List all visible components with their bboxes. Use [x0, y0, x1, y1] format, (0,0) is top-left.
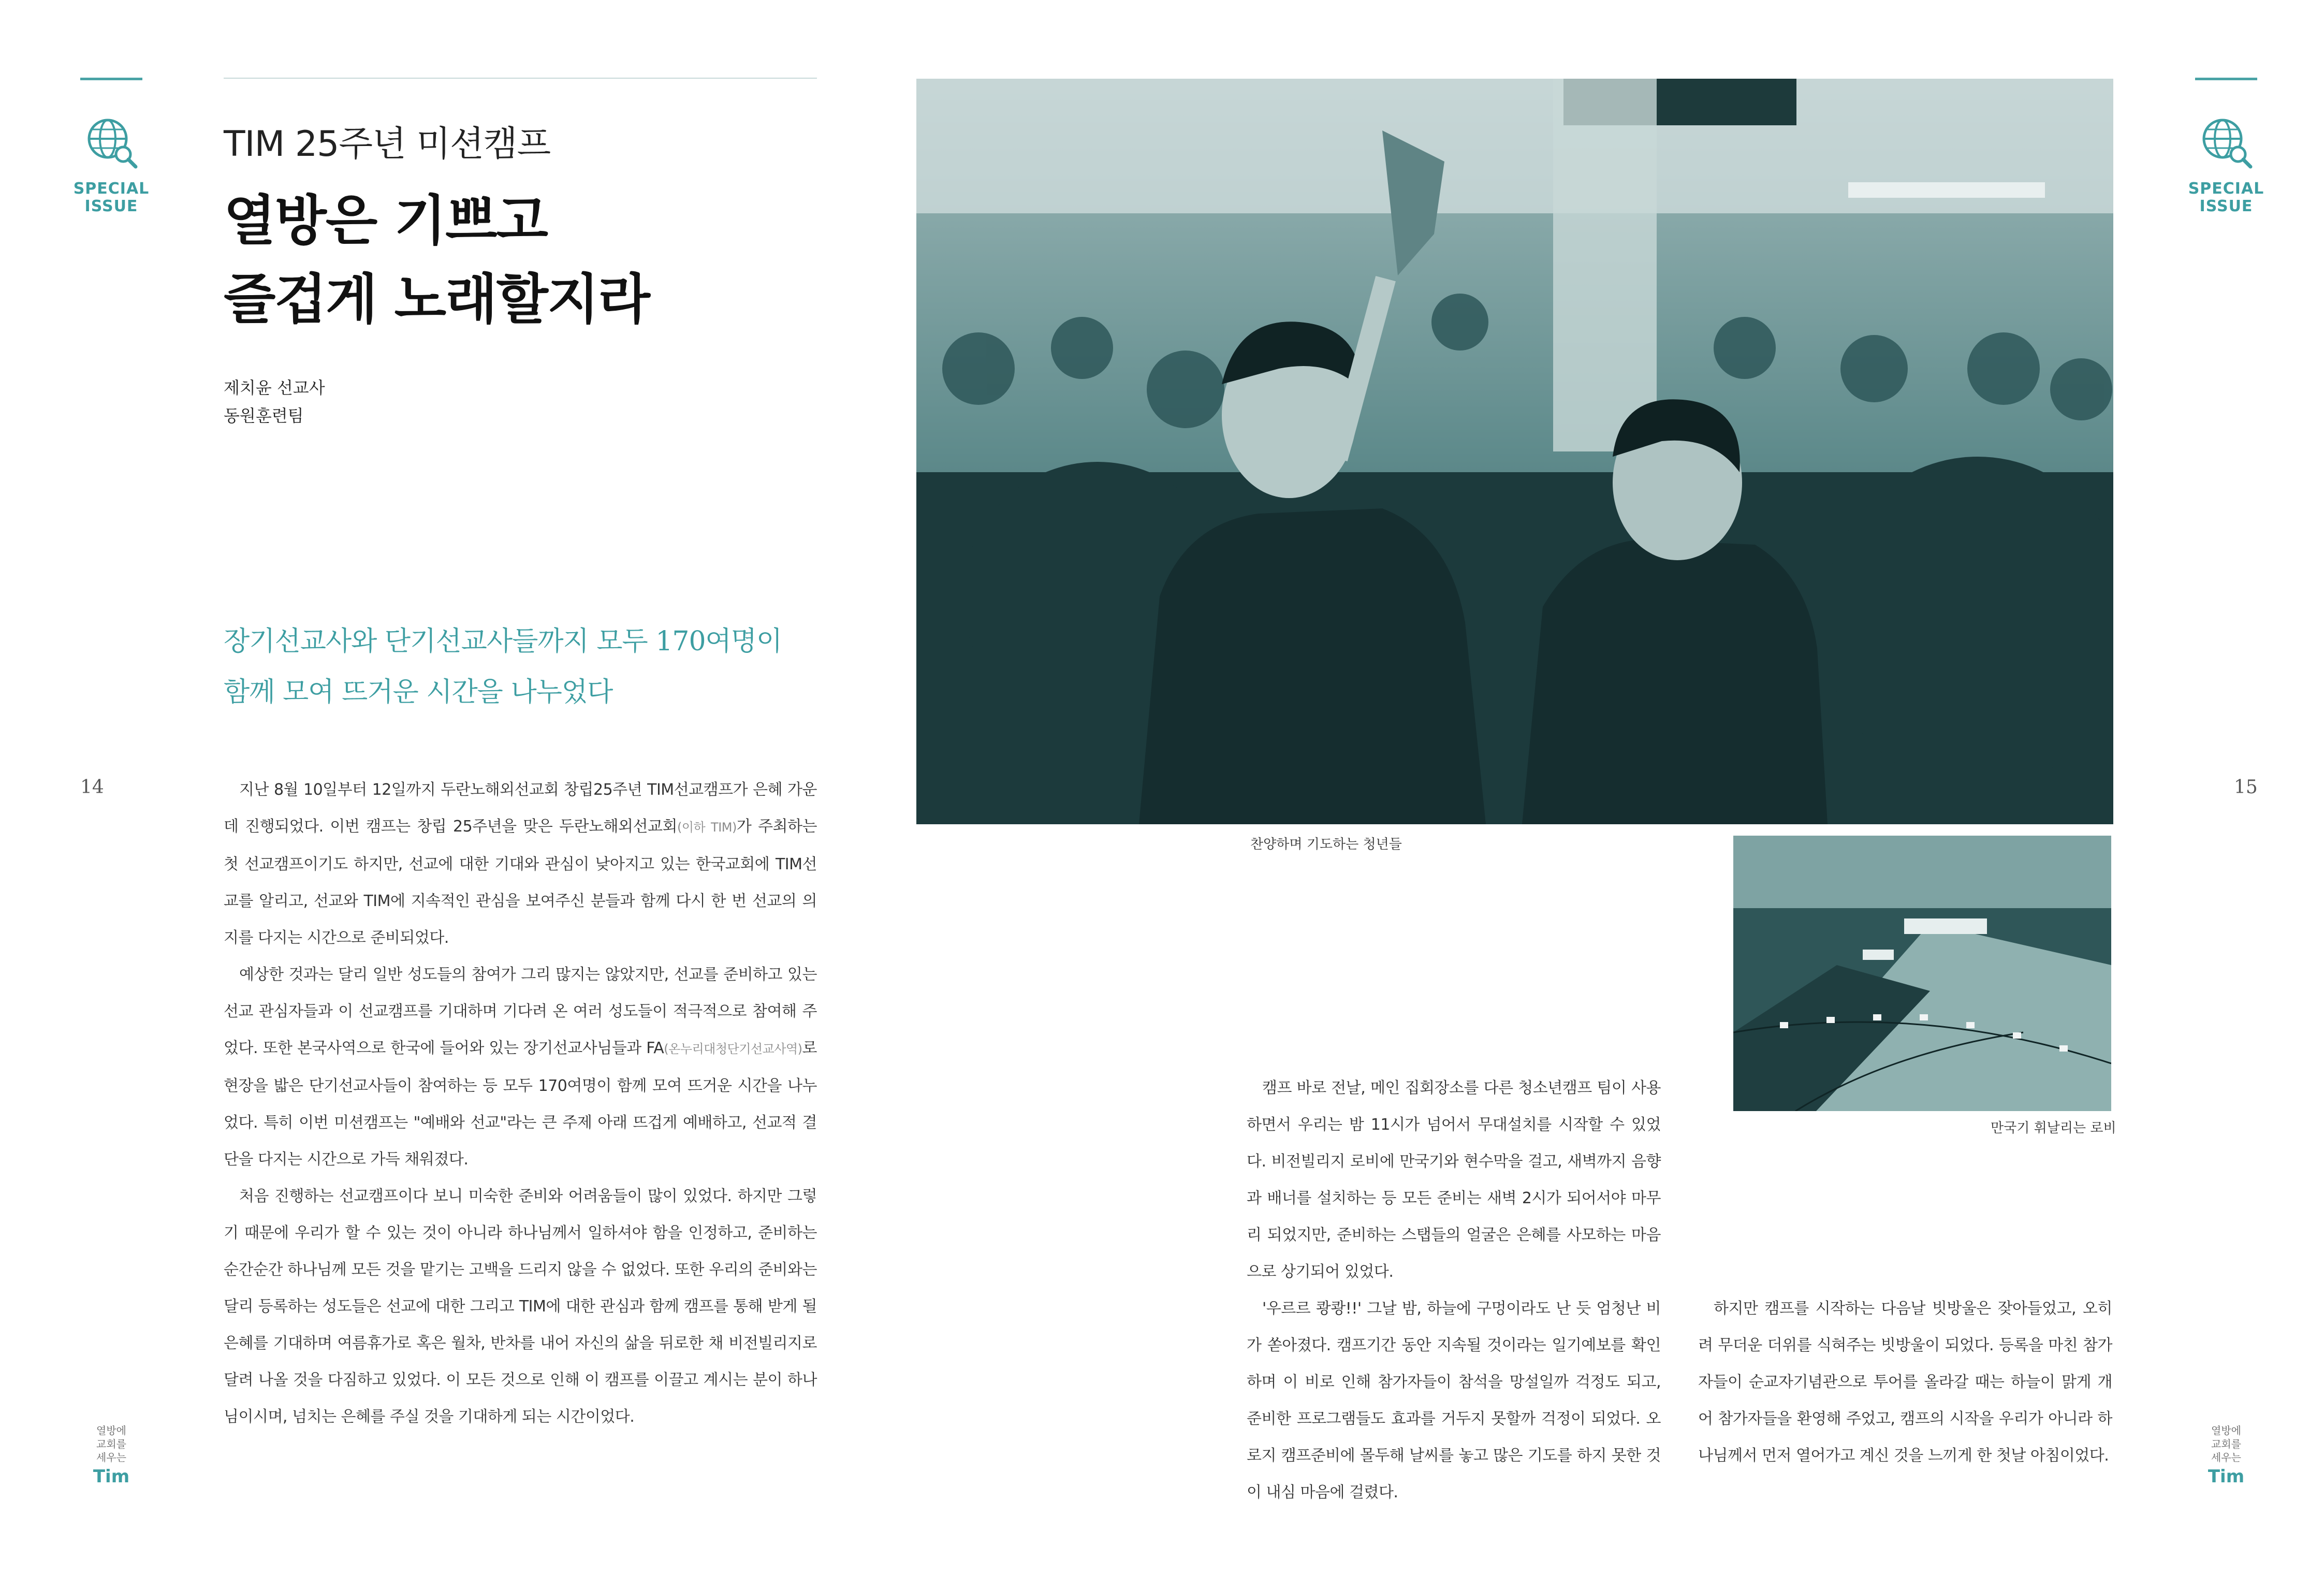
author-team: 동원훈련팀: [224, 406, 304, 426]
footer-logo-right: [2195, 1424, 2257, 1487]
left-top-accent-rule: [80, 78, 142, 80]
special-issue-badge-left: [65, 114, 158, 215]
photo-small-caption: 만국기 휘날리는 로비: [1991, 1120, 2116, 1136]
footer-tagline: 열방에 교회를 세우는: [2211, 1424, 2241, 1464]
photo-main-caption: 찬양하며 기도하는 청년들: [1250, 837, 1402, 852]
body-column-3: [1698, 1290, 2112, 1474]
special-issue-label: SPECIAL ISSUE: [2188, 180, 2264, 215]
author-byline: [224, 374, 325, 430]
headline-line-1: 열방은 기쁘고: [224, 189, 547, 252]
photo-lobby-flags: [1733, 836, 2111, 1111]
body-paragraph: 하지만 캠프를 시작하는 다음날 빗방울은 잦아들었고, 오히려 무더운 더위를 식혀주는 빗방울이 되었다. 등록을 마친 참가자들이 순교자기념관으로 투어를 올라갈 때는 하늘이 맑게 개어 참가자들을 환영해 주었고, 캠프의 시작을 우리가 아니라 하나님께서 먼저 열어가고 계신 것을 느끼게 한 첫날 아침이었다.: [1698, 1300, 2112, 1465]
body-paragraph: 캠프 바로 전날, 메인 집회장소를 다른 청소년캠프 팀이 사용하면서 우리는 밤 11시가 넘어서 무대설치를 시작할 수 있었다. 비전빌리지 로비에 만국기와 현수막을 걸고, 새벽까지 음향과 배너를 설치하는 등 모든 준비는 새벽 2시가 되어서야 마무리 되었지만, 준비하는 스탭들의 얼굴은 은혜를 사모하는 마음으로 상기되어 있었다.: [1247, 1079, 1661, 1281]
photo-lobby-illustration: [1733, 836, 2111, 1111]
right-top-accent-rule: [2195, 78, 2257, 80]
photo-worship-illustration: [916, 79, 2113, 824]
body-paragraph: [224, 771, 817, 956]
tim-logo: Tim: [93, 1466, 130, 1487]
text-note: (온누리대청단기선교사역): [664, 1042, 802, 1056]
lead-line-2: 함께 모여 뜨거운 시간을 나누었다: [224, 677, 613, 708]
page-number-right: 15: [2234, 777, 2258, 798]
author-name: 제치윤 선교사: [224, 378, 325, 398]
special-issue-badge-right: [2180, 114, 2273, 215]
globe-search-icon: [2198, 114, 2255, 171]
page-number-left: 14: [80, 777, 104, 798]
body-column-1: [224, 771, 817, 1435]
left-title-rule: [224, 78, 817, 79]
footer-logo-left: [80, 1424, 142, 1487]
globe-search-icon: [83, 114, 140, 171]
text-run: 로 현장을 밟은 단기선교사들이 참여하는 등 모두 170여명이 함께 모여 뜨거운 시간을 나누었다. 특히 이번 미션캠프는 "예배와 선교"라는 큰 주제 아래 뜨겁게 예배하고, 선교적 결단을 다지는 시간으로 가득 채워졌다.: [224, 1039, 817, 1169]
article-kicker: TIM 25주년 미션캠프: [224, 124, 551, 165]
headline-line-2: 즐겁게 노래할지라: [224, 268, 649, 331]
text-run: 지난 8월 10일부터 12일까지 두란노해외선교회 창립25주년 TIM선교캠프가 은혜 가운데 진행되었다. 이번 캠프는 창립 25주년을 맞은 두란노해외선교회: [224, 781, 817, 836]
text-note: (이하 TIM): [677, 820, 737, 835]
text-run: 예상한 것과는 달리 일반 성도들의 참여가 그리 많지는 않았지만, 선교를 준비하고 있는 선교 관심자들과 이 선교캠프를 기대하며 기다려 온 여러 성도들이 적극적으로 참여해 주었다. 또한 본국사역으로 한국에 들어와 있는 장기선교사님들과 FA: [224, 966, 817, 1057]
body-paragraph: 처음 진행하는 선교캠프이다 보니 미숙한 준비와 어려움들이 많이 있었다. 하지만 그렇기 때문에 우리가 할 수 있는 것이 아니라 하나님께서 일하셔야 함을 인정하고, 준비하는 순간순간 하나님께 모든 것을 맡기는 고백을 드리지 않을 수 없었다. 또한 우리의 준비와는 달리 등록하는 성도들은 선교에 대한 그리고 TIM에 대한 관심과 함께 캠프를 통해 받게 될 은혜를 기대하며 여름휴가로 혹은 월차, 반차를 내어 자신의 삶을 뒤로한 채 비전빌리지로 달려 나올 것을 다짐하고 있었다. 이 모든 것으로 인해 이 캠프를 이끌고 계시는 분이 하나님이시며, 넘치는 은혜를 주실 것을 기대하게 되는 시간이었다.: [224, 1187, 817, 1426]
photo-worship-youth: [916, 79, 2113, 824]
body-paragraph: [224, 956, 817, 1178]
footer-tagline: 열방에 교회를 세우는: [96, 1424, 126, 1464]
body-paragraph: '우르르 쾅쾅!!' 그날 밤, 하늘에 구멍이라도 난 듯 엄청난 비가 쏟아졌다. 캠프기간 동안 지속될 것이라는 일기예보를 확인하며 이 비로 인해 참가자들이 참석을 망설일까 걱정도 되고, 준비한 프로그램들도 효과를 거두지 못할까 걱정이 되었다. 오로지 캠프준비에 몰두해 날씨를 놓고 많은 기도를 하지 못한 것이 내심 마음에 걸렸다.: [1247, 1300, 1661, 1501]
lead-paragraph: [224, 616, 782, 718]
article-headline: [224, 181, 649, 339]
tim-logo: Tim: [2208, 1466, 2245, 1487]
special-issue-label: SPECIAL ISSUE: [73, 180, 150, 215]
lead-line-1: 장기선교사와 단기선교사들까지 모두 170여명이: [224, 626, 782, 657]
body-column-2: [1247, 1070, 1661, 1511]
text-run: 가 주최하는 첫 선교캠프이기도 하지만, 선교에 대한 기대와 관심이 낮아지고 있는 한국교회에 TIM선교를 알리고, 선교와 TIM에 지속적인 관심을 보여주신 분들과 함께 다시 한 번 선교의 의지를 다지는 시간으로 준비되었다.: [224, 818, 817, 947]
